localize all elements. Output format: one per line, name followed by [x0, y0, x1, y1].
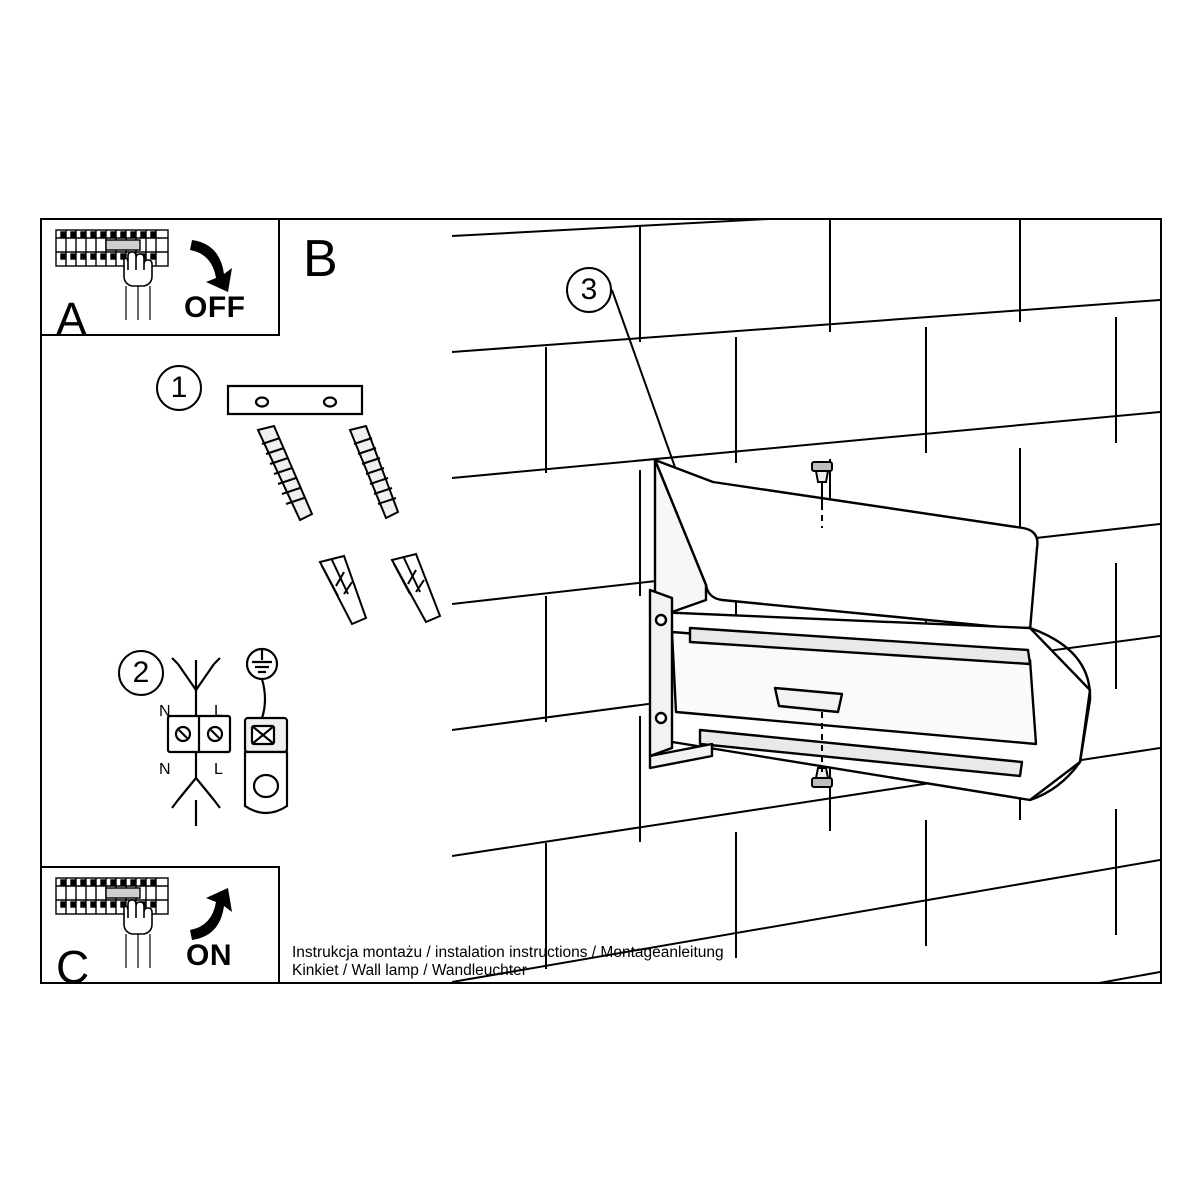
wire-label-n-top: N: [159, 703, 171, 720]
caption-subtitle: Kinkiet / Wall lamp / Wandleuchter: [292, 962, 527, 979]
panel-b-letter: B: [303, 230, 338, 288]
panel-a-action-label: OFF: [184, 291, 246, 324]
wire-label-n-bottom: N: [159, 761, 171, 778]
panel-c-letter: C: [56, 941, 90, 993]
step-number-2: 2: [118, 650, 164, 696]
wire-label-l-top: L: [214, 703, 223, 720]
caption-title: Instrukcja montażu / instalation instructions / Montageanleitung: [292, 944, 724, 961]
hand-icon: [124, 900, 152, 968]
hand-icon: [124, 252, 152, 320]
arrow-down-icon: [190, 240, 232, 292]
wire-label-l-bottom: L: [214, 761, 223, 778]
step-number-1: 1: [156, 365, 202, 411]
panel-c-action-label: ON: [186, 939, 232, 972]
panel-a-letter: A: [56, 293, 87, 345]
arrow-up-icon: [190, 888, 232, 940]
step-number-3: 3: [566, 267, 612, 313]
